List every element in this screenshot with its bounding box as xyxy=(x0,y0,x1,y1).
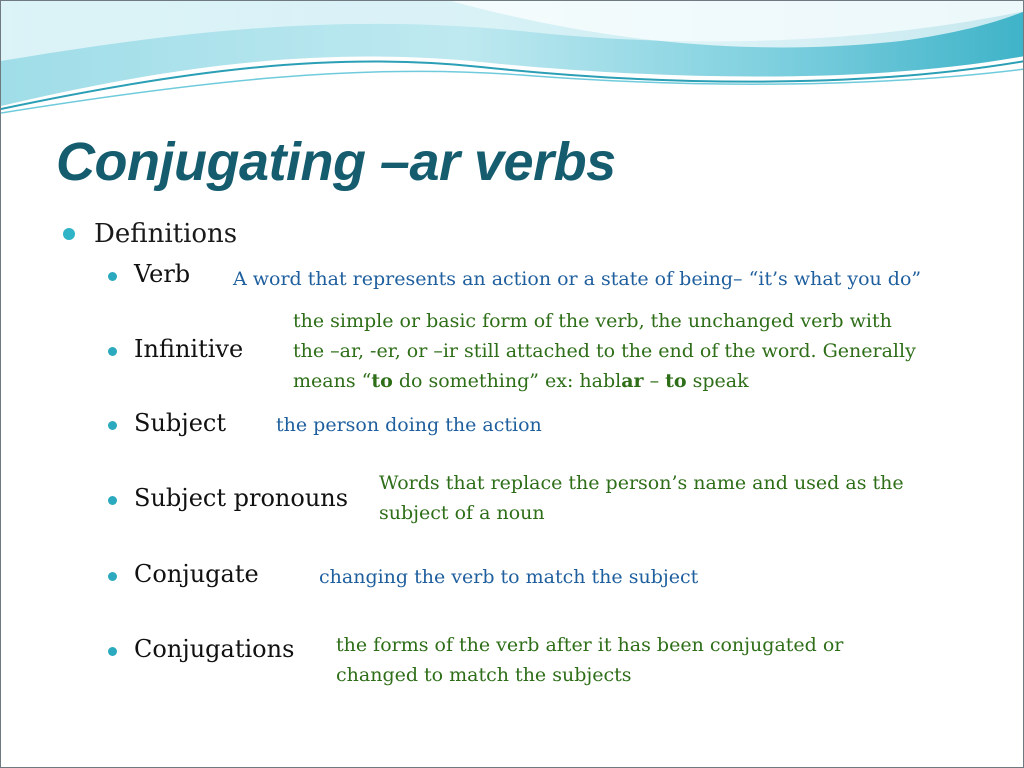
definition-conjugate: changing the verb to match the subject xyxy=(319,566,699,588)
term-conjugations: Conjugations xyxy=(134,635,295,663)
definition-text: – xyxy=(643,370,666,392)
definition-line: Words that replace the person’s name and used as the xyxy=(379,472,904,494)
bullet-icon xyxy=(108,647,117,656)
bullet-icon xyxy=(108,572,117,581)
definition-verb: A word that represents an action or a state of being– “it’s what you do” xyxy=(233,268,922,290)
definition-conjugations xyxy=(336,630,843,690)
definition-line: changed to match the subjects xyxy=(336,664,632,686)
term-subject-pronouns: Subject pronouns xyxy=(134,484,349,512)
definition-subject: the person doing the action xyxy=(276,414,542,436)
slide-title: Conjugating –ar verbs xyxy=(56,132,616,192)
definition-line: the forms of the verb after it has been conjugated or xyxy=(336,634,844,656)
header-wave-decoration xyxy=(1,1,1024,131)
term-verb: Verb xyxy=(134,260,191,288)
emphasis-text: ar xyxy=(621,370,644,392)
definition-line: the –ar, -er, or –ir still attached to the end of the word. Generally xyxy=(293,340,916,362)
section-label-definitions: Definitions xyxy=(94,219,238,249)
bullet-icon xyxy=(63,228,75,240)
emphasis-text: to xyxy=(665,370,687,392)
definition-text: means “ xyxy=(293,370,372,392)
definition-line: subject of a noun xyxy=(379,502,545,524)
term-subject: Subject xyxy=(134,409,226,437)
term-infinitive: Infinitive xyxy=(134,335,244,363)
term-conjugate: Conjugate xyxy=(134,560,259,588)
bullet-icon xyxy=(108,347,117,356)
bullet-icon xyxy=(108,421,117,430)
definition-subject-pronouns xyxy=(379,468,904,528)
definition-line: the simple or basic form of the verb, the unchanged verb with xyxy=(293,310,892,332)
definition-text: speak xyxy=(686,370,749,392)
bullet-icon xyxy=(108,272,117,281)
definition-text: do something” ex: habl xyxy=(392,370,622,392)
bullet-icon xyxy=(108,496,117,505)
emphasis-text: to xyxy=(371,370,393,392)
definition-infinitive xyxy=(293,306,916,396)
definition-line xyxy=(293,366,916,396)
